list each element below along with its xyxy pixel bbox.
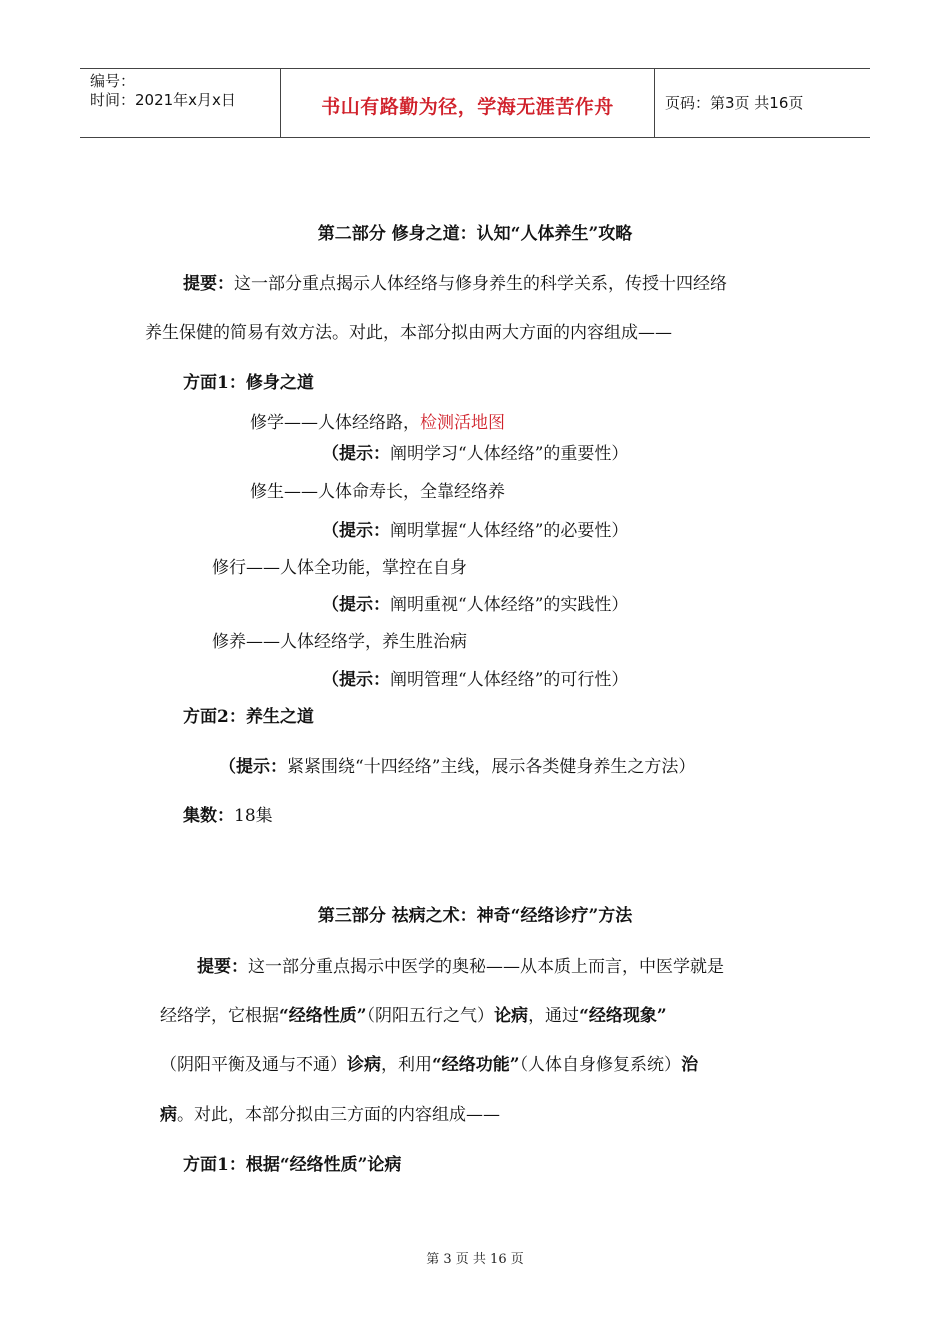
part2-aspect1: 方面1：修身之道: [183, 373, 314, 393]
header-page-cell: [655, 69, 870, 137]
text-run-bold: 病: [160, 1105, 177, 1125]
part3-summary-label: 提要：: [197, 957, 248, 977]
text-run: （阴阳五行之气）: [366, 1006, 495, 1026]
text-run: ，通过: [528, 1006, 580, 1026]
part2-summary-label: 提要：: [183, 274, 234, 294]
page-footer: 第 3 页 共 16 页: [426, 1252, 524, 1267]
item-xiuxue-highlight: 检测活地图: [420, 413, 505, 433]
item-xiusheng-hint: [322, 521, 628, 541]
part2-title: 第二部分 修身之道：认知“人体养生”攻略: [317, 224, 633, 244]
text-run: （人体自身修复系统）: [519, 1055, 682, 1075]
header-left-cell: [80, 69, 280, 137]
part2-summary-text1: 这一部分重点揭示人体经络与修身养生的科学关系，传授十四经络: [234, 274, 727, 294]
header-motto-cell: [280, 69, 655, 137]
item-xiuxue-main: 修学——人体经络路，: [250, 413, 420, 433]
item-xiuyang-hint: [322, 670, 628, 690]
hint-label: （提示：: [322, 595, 390, 615]
text-run: ，利用: [381, 1055, 432, 1075]
text-run-bold: 诊病: [347, 1055, 381, 1075]
text-run-bold: 治: [681, 1055, 699, 1075]
hint-text: 阐明重视“人体经络”的实践性）: [390, 595, 629, 615]
episodes-value: 18集: [234, 806, 273, 826]
item-xiuxing: 修行——人体全功能，掌控在自身: [212, 558, 467, 578]
hint-label: （提示：: [322, 670, 390, 690]
header-page-info: 页码：第3页 共16页: [665, 94, 804, 112]
episodes-label: 集数：: [183, 806, 234, 826]
part2-aspect2-hint: [219, 757, 695, 777]
text-run-bold: “经络性质”: [279, 1006, 367, 1026]
part3-line3: [160, 1055, 698, 1075]
hint-text: 紧紧围绕“十四经络”主线，展示各类健身养生之方法）: [287, 757, 696, 777]
hint-label: （提示：: [219, 757, 287, 777]
part3-line1: [197, 957, 724, 977]
motto-text: 书山有路勤为径，学海无涯苦作舟: [321, 96, 614, 118]
hint-text: 阐明学习“人体经络”的重要性）: [390, 444, 629, 464]
item-xiuxing-hint: [322, 595, 628, 615]
part3-line1-text: 这一部分重点揭示中医学的奥秘——从本质上而言，中医学就是: [248, 957, 724, 977]
item-xiusheng: 修生——人体命寿长，全靠经络养: [250, 482, 505, 502]
item-xiuyang: 修养——人体经络学，养生胜治病: [212, 632, 467, 652]
time-text: 时间：2021年x月x日: [90, 91, 236, 109]
text-run-bold: “经络功能”: [432, 1055, 520, 1075]
part2-summary-line1: [183, 274, 727, 294]
part3-line4: [160, 1105, 500, 1125]
item-xiuxue-hint: [322, 444, 628, 464]
part2-summary-line2: 养生保健的简易有效方法。对此，本部分拟由两大方面的内容组成——: [145, 323, 672, 343]
episodes-line: [183, 806, 273, 826]
text-run: （阴阳平衡及通与不通）: [160, 1055, 347, 1075]
part2-aspect2: 方面2：养生之道: [183, 707, 314, 727]
text-run-bold: 论病: [494, 1006, 529, 1026]
item-xiuxue: [250, 413, 505, 433]
part3-line2: [160, 1006, 667, 1026]
hint-label: （提示：: [322, 521, 390, 541]
text-run: 。对此，本部分拟由三方面的内容组成——: [177, 1105, 500, 1125]
text-run: 经络学，它根据: [160, 1006, 279, 1026]
part3-aspect1: 方面1：根据“经络性质”论病: [183, 1155, 402, 1175]
hint-label: （提示：: [322, 444, 390, 464]
header-table: [80, 68, 870, 138]
part3-title: 第三部分 祛病之术：神奇“经络诊疗”方法: [317, 906, 633, 926]
hint-text: 阐明管理“人体经络”的可行性）: [390, 670, 629, 690]
hint-text: 阐明掌握“人体经络”的必要性）: [390, 521, 629, 541]
text-run-bold: “经络现象”: [579, 1006, 667, 1026]
serial-label: 编号：: [90, 72, 136, 90]
